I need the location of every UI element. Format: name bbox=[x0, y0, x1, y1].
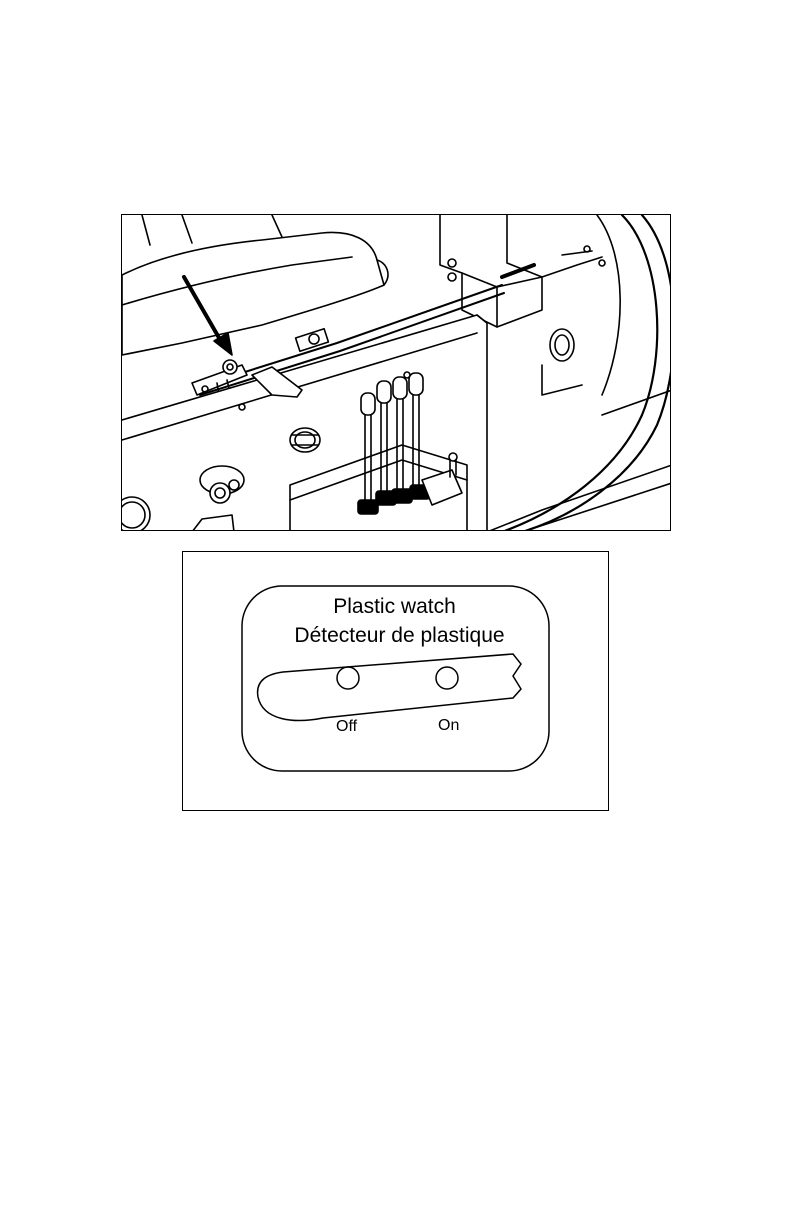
cab-line-drawing bbox=[122, 215, 671, 531]
off-position-circle bbox=[337, 667, 359, 689]
decal-title-english: Plastic watch bbox=[333, 595, 456, 618]
on-position-circle bbox=[436, 667, 458, 689]
decal-outline bbox=[183, 552, 610, 812]
switch-position-indicator-icon bbox=[258, 654, 521, 720]
on-label: On bbox=[438, 717, 460, 734]
decal-title-french: Détecteur de plastique bbox=[294, 624, 505, 647]
plastic-watch-decal-figure bbox=[182, 551, 609, 811]
off-label: Off bbox=[336, 718, 358, 735]
cab-controls-illustration bbox=[121, 214, 671, 531]
